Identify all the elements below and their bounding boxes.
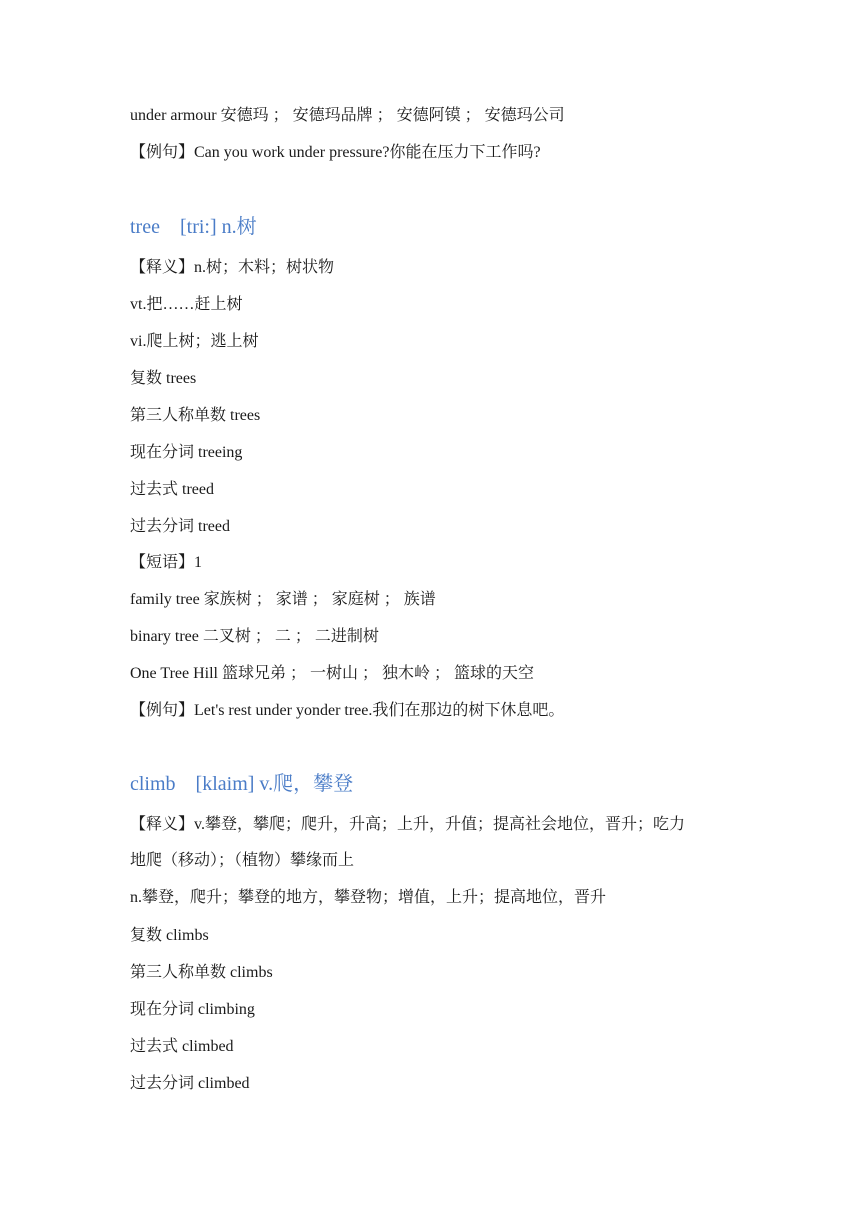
form-line: 现在分词 treeing — [130, 444, 243, 461]
entry-pronunciation: [klaim] v.爬，攀登 — [195, 773, 354, 795]
definition-line: 【释义】n.树；木料；树状物 — [130, 259, 335, 276]
form-line: 复数 climbs — [130, 927, 209, 944]
entry-heading-climb — [130, 772, 353, 796]
phrase-line: One Tree Hill 篮球兄弟 ； 一树山 ； 独木岭 ； 篮球的天空 — [130, 665, 535, 682]
form-line: 过去式 treed — [130, 481, 214, 498]
entry-heading-tree — [130, 215, 257, 239]
form-line: 第三人称单数 trees — [130, 407, 261, 424]
definition-line: vi.爬上树；逃上树 — [130, 333, 259, 350]
phrases-label: 【短语】1 — [130, 554, 203, 571]
definition-line: vt.把……赶上树 — [130, 296, 243, 313]
phrase-line: binary tree 二叉树 ； 二 ； 二进制树 — [130, 628, 379, 645]
form-line: 现在分词 climbing — [130, 1001, 255, 1018]
form-line: 过去分词 climbed — [130, 1075, 250, 1092]
form-line: 过去式 climbed — [130, 1038, 234, 1055]
entry-pronunciation: [tri:] n.树 — [179, 216, 257, 238]
form-line: 第三人称单数 climbs — [130, 964, 273, 981]
form-line: 过去分词 treed — [130, 518, 230, 535]
example-line: 【例句】Let's rest under yonder tree.我们在那边的树下休息吧。 — [130, 702, 565, 719]
example-line: 【例句】Can you work under pressure?你能在压力下工作吗? — [130, 144, 541, 161]
phrase-line: family tree 家族树 ； 家谱 ； 家庭树 ； 族谱 — [130, 591, 436, 608]
definition-line: n.攀登，爬升；攀登的地方，攀登物；增值，上升；提高地位，晋升 — [130, 889, 607, 906]
definition-line: 地爬（移动）；（植物）攀缘而上 — [130, 852, 355, 869]
entry-word: tree — [130, 216, 160, 238]
phrase-line: under armour 安德玛 ； 安德玛品牌 ； 安德阿镆 ； 安德玛公司 — [130, 107, 565, 124]
entry-word: climb — [130, 773, 176, 795]
form-line: 复数 trees — [130, 370, 197, 387]
definition-line: 【释义】v.攀登，攀爬；爬升，升高；上升，升值；提高社会地位，晋升；吃力 — [130, 816, 685, 833]
